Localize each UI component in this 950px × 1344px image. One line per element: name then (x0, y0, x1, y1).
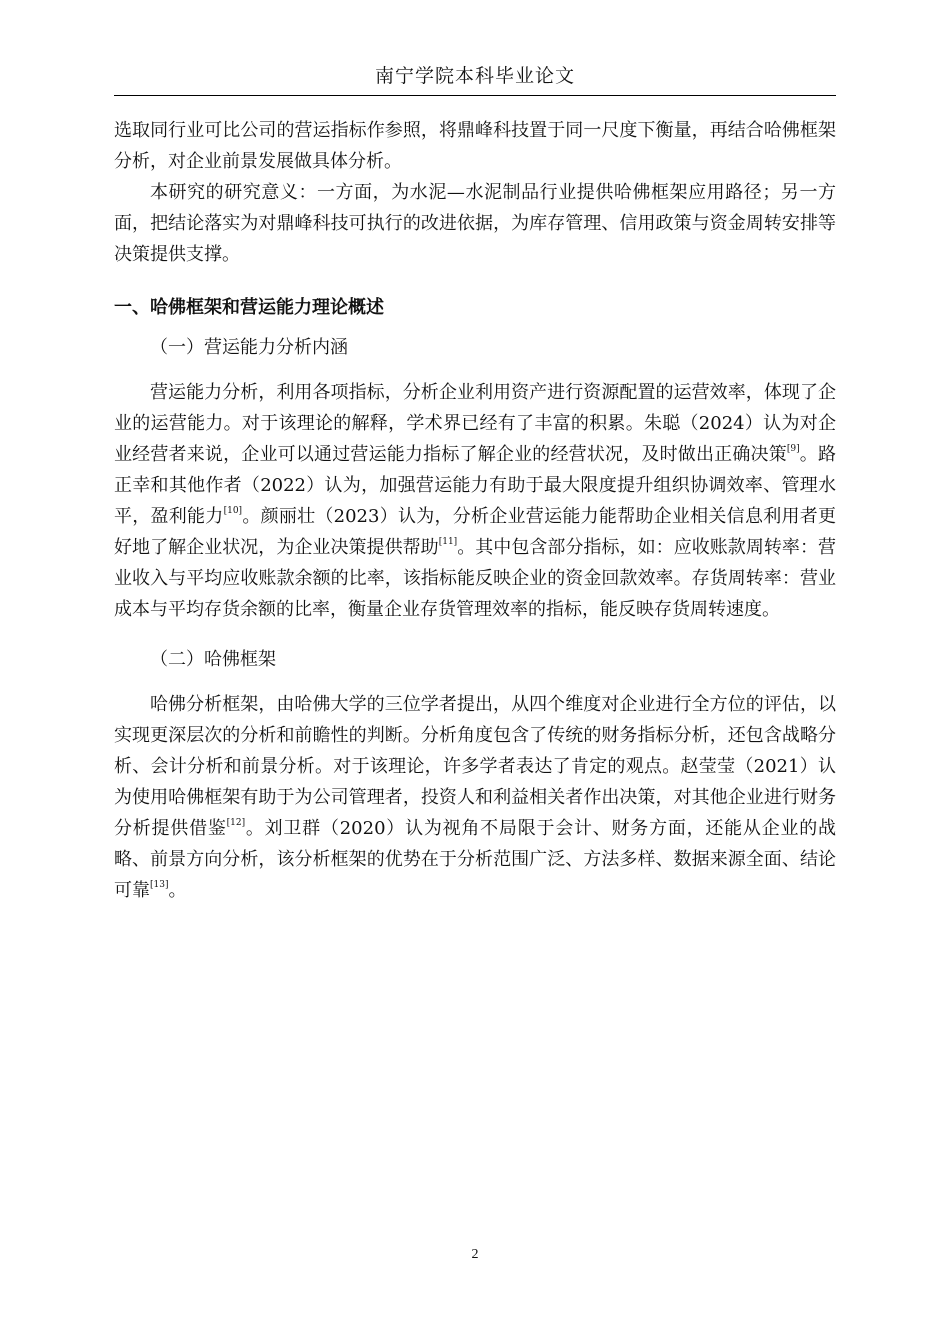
text-segment: 。颜丽壮（2023）认为，分析企业营运能力能帮助企业相关信息利用者更好地了解企业状况，为企业决策提供帮助 (114, 506, 836, 558)
paragraph (114, 377, 836, 625)
subsection-heading: （二）哈佛框架 (150, 649, 276, 670)
citation-marker: [10] (223, 506, 243, 516)
subsection-heading: （一）营运能力分析内涵 (150, 337, 348, 358)
text-segment: 营运能力分析，利用各项指标，分析企业利用资产进行资源配置的运营效率，体现了企业的运营能力。对于该理论的解释，学术界已经有了丰富的积累。朱聪（2024）认为对企业经营者来说，企业可以通过营运能力指标了解企业的经营状况，及时做出正确决策 (114, 382, 836, 465)
running-header: 南宁学院本科毕业论文 (374, 65, 575, 87)
document-body (114, 115, 836, 906)
paragraph (114, 689, 836, 906)
page-number: 2 (471, 1247, 479, 1262)
text-segment: 哈佛分析框架，由哈佛大学的三位学者提出，从四个维度对企业进行全方位的评估，以实现更深层次的分析和前瞻性的判断。分析角度包含了传统的财务指标分析，还包含战略分析、会计分析和前景分析。对于该理论，许多学者表达了肯定的观点。赵莹莹（2021）认为使用哈佛框架有助于为公司管理者，投资人和利益相关者作出决策，对其他企业进行财务分析提供借鉴 (114, 694, 836, 839)
citation-marker: [12] (226, 818, 246, 828)
text-segment: 。路正幸和其他作者（2022）认为，加强营运能力有助于最大限度提升组织协调效率、管理水平，盈利能力 (114, 444, 836, 527)
citation-marker: [11] (438, 537, 458, 547)
text-segment: 。其中包含部分指标，如：应收账款周转率：营业收入与平均应收账款余额的比率，该指标能反映企业的资金回款效率。存货周转率：营业成本与平均存货余额的比率，衡量企业存货管理效率的指标，能反映存货周转速度。 (114, 537, 837, 620)
citation-marker: [9] (786, 444, 800, 454)
text-segment: 。刘卫群（2020）认为视角不局限于会计、财务方面，还能从企业的战略、前景方向分析，该分析框架的优势在于分析范围广泛、方法多样、数据来源全面、结论可靠 (114, 818, 837, 901)
citation-marker: [13] (150, 880, 169, 890)
header-rule (114, 95, 836, 96)
section-heading: 一、哈佛框架和营运能力理论概述 (114, 297, 384, 318)
paragraph: 选取同行业可比公司的营运指标作参照，将鼎峰科技置于同一尺度下衡量，再结合哈佛框架分析，对企业前景发展做具体分析。 (114, 120, 836, 172)
text-segment: 。 (168, 880, 187, 901)
paragraph: 本研究的研究意义：一方面，为水泥—水泥制品行业提供哈佛框架应用路径；另一方面，把结论落实为对鼎峰科技可执行的改进依据，为库存管理、信用政策与资金周转安排等决策提供支撑。 (114, 182, 836, 265)
